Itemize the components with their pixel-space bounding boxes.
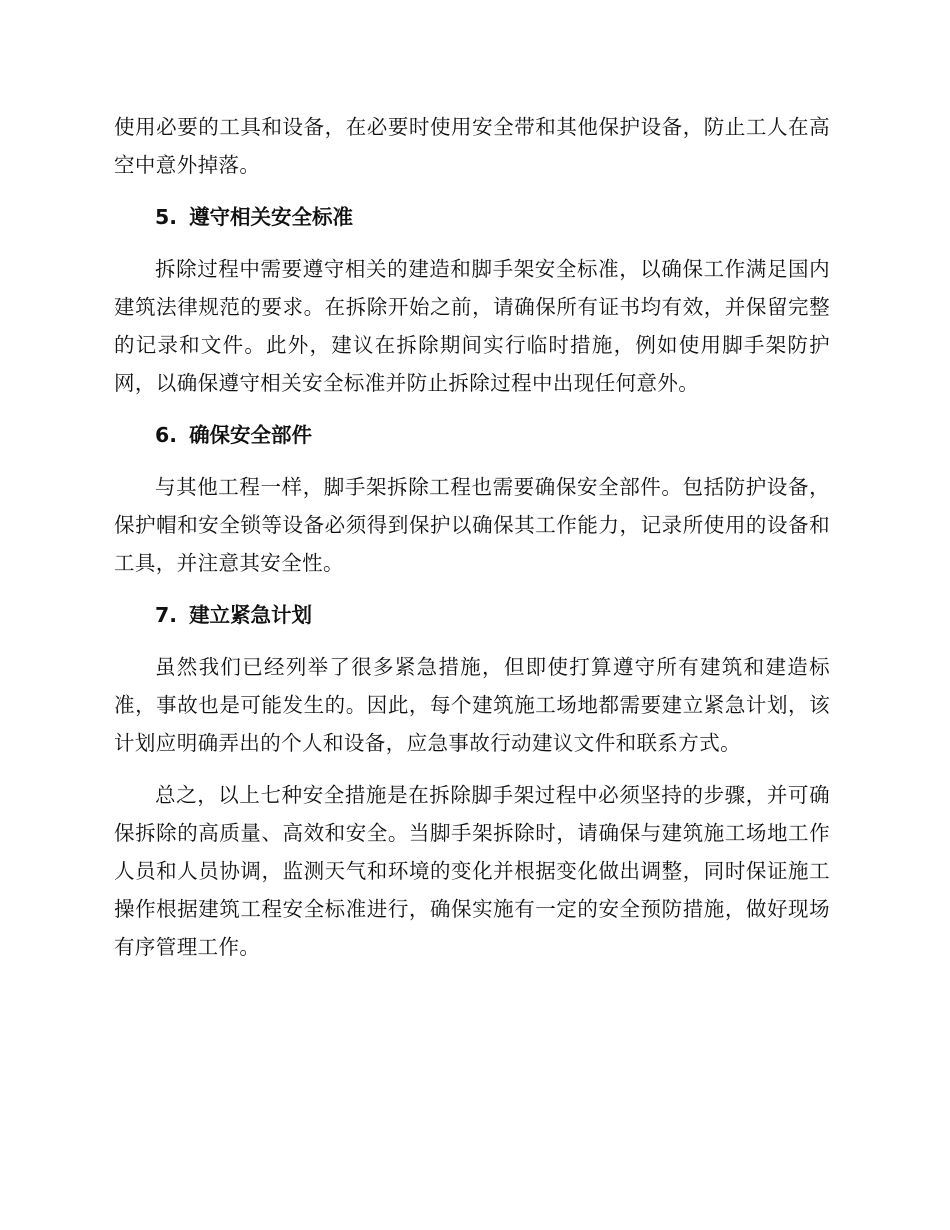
section-title: 遵守相关安全标准 <box>189 205 354 229</box>
document-body <box>114 108 830 980</box>
paragraph: 虽然我们已经列举了很多紧急措施，但即使打算遵守所有建筑和建造标准，事故也是可能发生的。因此，每个建筑施工场地都需要建立紧急计划，该计划应明确弄出的个人和设备，应急事故行动建议文件和联系方式。 <box>114 655 830 755</box>
paragraph: 拆除过程中需要遵守相关的建造和脚手架安全标准，以确保工作满足国内建筑法律规范的要求。在拆除开始之前，请确保所有证书均有效，并保留完整的记录和文件。此外，建议在拆除期间实行临时措施，例如使用脚手架防护网，以确保遵守相关安全标准并防止拆除过程中出现任何意外。 <box>114 257 830 395</box>
paragraph-continuation: 使用必要的工具和设备，在必要时使用安全带和其他保护设备，防止工人在高空中意外掉落。 <box>114 115 830 177</box>
section-number: 6. <box>155 423 178 447</box>
section-number: 5. <box>155 205 178 229</box>
section-heading-7 <box>114 596 830 634</box>
paragraph: 与其他工程一样，脚手架拆除工程也需要确保安全部件。包括防护设备，保护帽和安全锁等设备必须得到保护以确保其工作能力，记录所使用的设备和工具，并注意其安全性。 <box>114 475 830 575</box>
section-title: 确保安全部件 <box>189 423 313 447</box>
section-heading-5 <box>114 198 830 236</box>
section-number: 7. <box>155 603 178 627</box>
section-title: 建立紧急计划 <box>189 603 313 627</box>
section-heading-6 <box>114 416 830 454</box>
conclusion-paragraph: 总之，以上七种安全措施是在拆除脚手架过程中必须坚持的步骤，并可确保拆除的高质量、高效和安全。当脚手架拆除时，请确保与建筑施工场地工作人员和人员协调，监测天气和环境的变化并根据变化做出调整，同时保证施工操作根据建筑工程安全标准进行，确保实施有一定的安全预防措施，做好现场有序管理工作。 <box>114 783 830 959</box>
